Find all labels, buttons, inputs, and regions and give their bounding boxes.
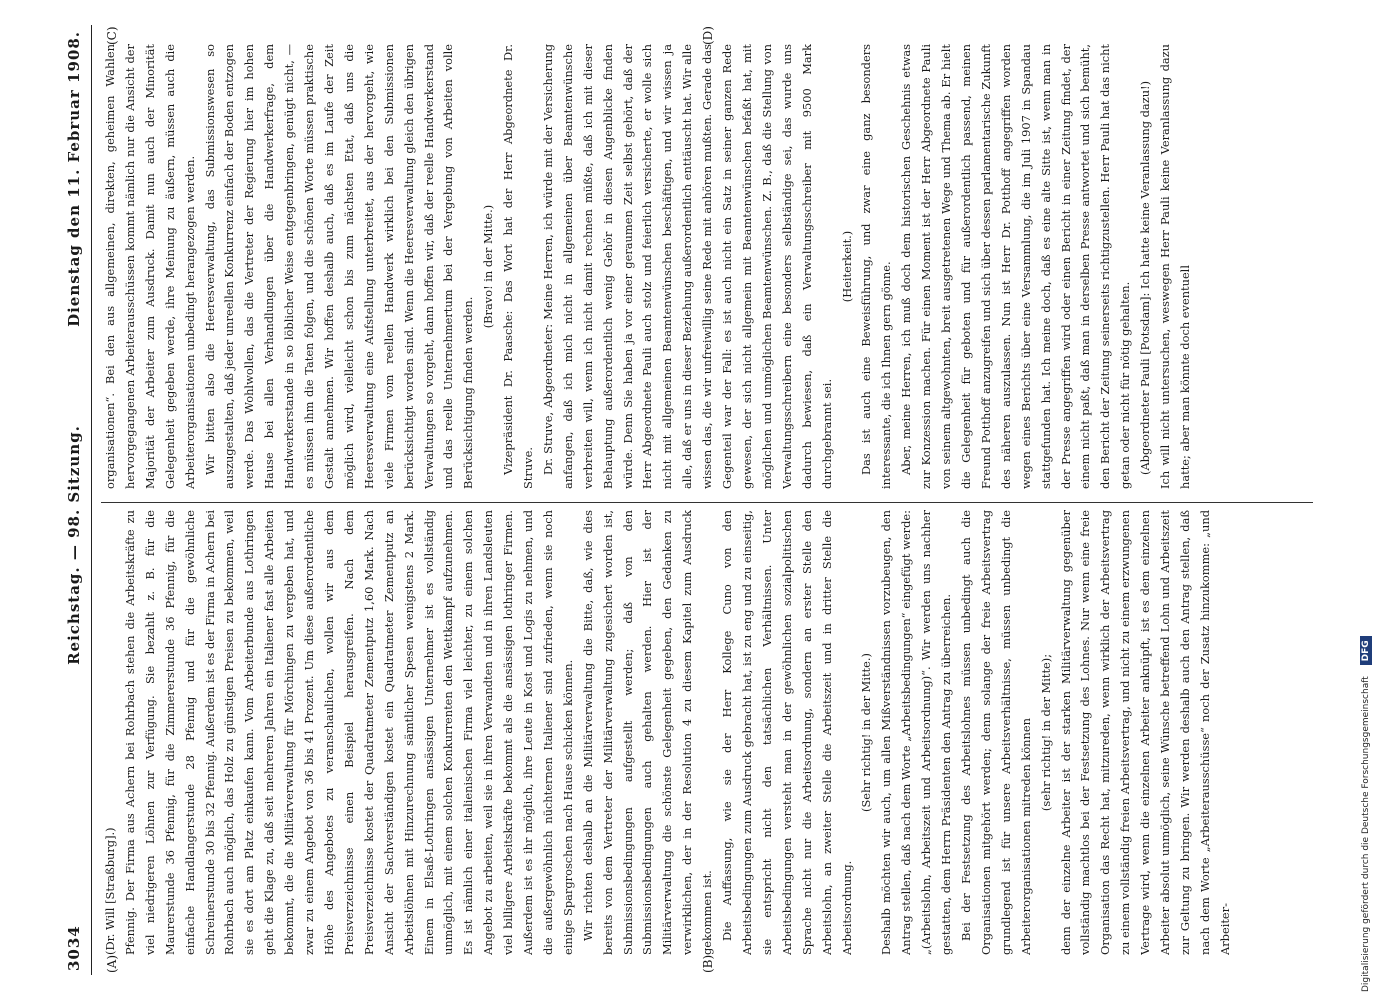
margin-marker-c: (C) <box>105 26 119 45</box>
paragraph: Aber, meine Herren, ich muß doch dem historischen Geschehnis etwas zur Konzession machen. Für einen Moment ist der Herr Abgeordnete Pauli von seinem altgewohnten, breit ausgetretenen Wege und Thema ab. Er hielt die Gelegenheit für geboten und für außerordentlich passend, meinen Freund Potthoff anzugreifen und sich über dessen parlamentarische Zukunft des näheren auszulassen. Nun ist Herr Dr. Potthoff angegriffen worden wegen eines Berichts über eine Versammlung, die im Juli 1907 in Spandau stattgefunden hat. Ich meine doch, daß es eine alte Sitte ist, wenn man in der Presse angegriffen wird oder einen Bericht in einer Zeitung findet, der einem nicht paßt, daß man in derselben Presse antwortet und sich bemüht, den Bericht der Zeitung seinerseits richtigzustellen. Herr Pauli hat das nicht getan oder nicht für nötig gehalten. <box>899 44 1133 489</box>
margin-marker-a: (A) <box>105 954 119 973</box>
credit-text: Digitalisierung gefördert durch die Deutsche Forschungsgemeinschaft <box>1361 676 1371 992</box>
paragraph: Dr. Struve, Abgeordneter: Meine Herren, ich würde mit der Versicherung anfangen, daß ich mich nicht in allgemeinen über Beamtenwünsche verbreiten will, wenn ich nicht damit rechnen müßte, daß ich mit dieser Behauptung außerordentlich wenig Gehör in diesen Augenblicke finden würde. Denn Sie haben ja vor einer geraumen Zeit selbst gehört, daß der Herr Abgeordnete Pauli auch stolz und feierlich versicherte, er wolle sich nicht mit allgemeinen Beamtenwünschen beschäftigen, und wir wissen ja alle, daß er uns in dieser Beziehung außerordentlich enttäuscht hat. Wir alle wissen das, die wir unfreiwillig seine Rede mit anhören mußten. Gerade das Gegenteil war der Fall: es ist auch nicht ein Satz in seiner ganzen Rede gewesen, der sich nicht allgemein mit Beamtenwünschen befaßt hat, mit möglichen und unmöglichen Beamtenwünschen. Z. B., daß die Stellung von Verwaltungsschreibern eine besonders selbständige sei, das wurde uns dadurch bewiesen, daß ein Verwaltungsschreiber mit 9500 Mark durchgebrannt sei. <box>540 44 834 489</box>
column-divider <box>101 502 1313 503</box>
interjection: (Bravo! in der Mitte.) <box>481 204 496 329</box>
paragraph: Bei der Festsetzung des Arbeitslohnes müssen unbedingt auch die Organisationen mitgehört werden; denn solange der freie Arbeitsvertrag grundlegend ist für unsere Arbeitsverhältnisse, müssen unbedingt die Arbeiterorganisationen mitreden können <box>958 510 1033 955</box>
dfg-logo: DFG <box>1360 636 1372 665</box>
rotated-newspaper-sheet <box>61 25 1321 975</box>
margin-marker-d: (D) <box>701 26 715 45</box>
paragraph: organisationen“. Bei den aus allgemeinen, direkten, geheimen Wahlen hervorgegangenen Arbeiterausschüssen kommt nämlich nur die Ansicht der Majorität der Arbeiter zum Ausdruck. Damit nun auch der Minorität Gelegenheit gegeben werde, ihre Meinung zu äußern, müssen auch die Arbeiterorganisationen unbedingt herangezogen werden. <box>103 44 197 489</box>
paragraph: Die Auffassung, wie sie der Herr Kollege Cuno von den Arbeitsbedingungen zum Ausdruck gebracht hat, ist zu eng und zu einseitig, sie entspricht nicht den tatsächlichen Verhältnissen. Unter Arbeitsbedingungen versteht man in der gewöhnlichen sozialpolitischen Sprache nicht nur die Arbeitsordnung, sondern an erster Stelle den Arbeitslohn, an zweiter Stelle die Arbeitszeit und in dritter Stelle die Arbeitsordnung. <box>720 510 854 955</box>
paragraph: denn der einzelne Arbeiter ist der starken Militärverwaltung gegenüber vollständig machtlos bei der Festsetzung des Lohnes. Nur wenn eine freie Organisation das Recht hat, mitzureden, wenn wirklich der Arbeitsvertrag zu einem vollständig freien Arbeitsvertrag, und nicht zu einem erzwungenen Vertrage wird, wenn die einzelnen Arbeiter anknüpft, ist es dem einzelnen Arbeiter absolut unmöglich, seine Wünsche betreffend Lohn und Arbeitszeit zur Geltung zu bringen. Wir werden deshalb auch den Antrag stellen, daß nach dem Worte „Arbeiterausschüsse“ noch der Zusatz hinzukomme: „und Arbeiter- <box>1058 510 1232 955</box>
paragraph: Wir richten deshalb an die Militärverwaltung die Bitte, daß, wie dies bereits von dem Vertreter der Militärverwaltung zugesichert worden ist, Submissionsbedingungen aufgestellt werden; daß von den Submissionsbedingungen auch gehalten werden. Hier ist der Militärverwaltung die schönste Gelegenheit gegeben, den Gedanken zu verwirklichen, der in der Resolution 4 zu diesem Kapitel zum Ausdruck gekommen ist. <box>580 510 715 955</box>
paragraph: Deshalb möchten wir auch, um allen Mißverständnissen vorzubeugen, den Antrag stellen, daß nach dem Worte „Arbeitsbedingungen“ eingefügt werde: „(Arbeitslohn, Arbeitszeit und Arbeitsordnung)“. Wir werden uns nachher gestatten, dem Herrn Präsidenten den Antrag zu überreichen. <box>879 510 954 955</box>
right-text-column <box>101 44 1313 489</box>
paragraph: Ich will nicht untersuchen, weswegen Herr Pauli keine Veranlassung dazu hatte; aber man könnte doch eventuell <box>1158 44 1192 489</box>
interjection: (Abgeordneter Pauli [Potsdam]: Ich hatte keine Veranlassung dazu!) <box>1138 80 1153 475</box>
digitization-credit <box>1360 2 1376 992</box>
paragraph: Das ist auch eine Beweisführung, und zwar eine ganz besonders interessante, die ich Ihnen gern gönne. <box>859 44 894 489</box>
page-number: 3034 <box>65 925 83 971</box>
header-rule <box>91 25 92 975</box>
paragraph: Wir bitten also die Heeresverwaltung, das Submissionswesen so auszugestalten, daß jeder unreellen Konkurrenz einfach der Boden entzogen werde. Das Wohlwollen, das die Vertreter der Regierung hier im hohen Hause bei allen Verhandlungen über die Handwerkerfrage, dem Handwerkerstande in so löblicher Weise entgegenbringen, genügt nicht, — es müssen ihm die Taten folgen, und die schönen Worte müssen praktische Gestalt annehmen. Wir hoffen deshalb auch, daß es im Laufe der Zeit möglich wird, vielleicht schon bis zum nächsten Etat, daß uns die Heeresverwaltung eine Aufstellung unterbreitet, aus der hervorgeht, wie viele Firmen vom reellen Handwerk wirklich bei den Submissionen berücksichtigt worden sind. Wenn die Heeresverwaltung gleich den übrigen Verwaltungen so vorgeht, dann hoffen wir, daß der reelle Handwerkerstand und das reelle Unternehmertum bei der Vergebung von Arbeiten volle Berücksichtigung finden werden. <box>202 44 476 489</box>
session-date: Dienstag den 11. Februar 1908. <box>65 31 83 327</box>
speaker-ref: (Dr. Will [Straßburg].) <box>103 827 117 955</box>
paragraph: Vizepräsident Dr. Paasche: Das Wort hat der Herr Abgeordnete Dr. Struve. <box>501 44 536 489</box>
page-header <box>61 25 99 975</box>
session-title: Reichstag. — 98. Sitzung. <box>65 425 83 665</box>
left-text-column <box>101 510 1313 955</box>
interjection: (Sehr richtig! in der Mitte.) <box>859 653 874 812</box>
margin-marker-b: (B) <box>701 954 715 973</box>
interjection: (sehr richtig! in der Mitte); <box>1038 653 1053 812</box>
interjection: (Heiterkeit.) <box>839 230 854 303</box>
paragraph: Pfennig. Der Firma aus Achern bei Rohrbach stehen die Arbeitskräfte zu viel niedrigeren Löhnen zur Verfügung. Sie bezahlt z. B. für die Maurerstunde 36 Pfennig, für die Zimmererstunde 36 Pfennig, für die einfache Handlangerstunde 28 Pfennig und für die gewöhnliche Schreinerstunde 30 bis 32 Pfennig. Außerdem ist es der Firma in Achern bei Rohrbach auch möglich, das Holz zu günstigen Preisen zu bekommen, weil sie es dort am Platz einkaufen kann. Vom Arbeiterbunde aus Lothringen geht die Klage zu, daß seit mehreren Jahren ein Italiener fast alle Arbeiten bekommt, die die Militärverwaltung für Mörchingen zu vergeben hat, und zwar zu einem Angebot von 36 bis 41 Prozent. Um diese außerordentliche Höhe des Angebotes zu veranschaulichen, wollen wir aus dem Preisverzeichnisse einen Beispiel herausgreifen. Nach dem Preisverzeichnisse kostet der Quadratmeter Zementputz 1,60 Mark. Nach Ansicht der Sachverständigen kostet ein Quadratmeter Zementputz an Arbeitslöhnen mit Hinzurechnung sämtlicher Spesen wenigstens 2 Mark. Einem in Elsaß-Lothringen ansässigen Unternehmer ist es vollständig unmöglich, mit einem solchen Konkurrenten den Wettkampf aufzunehmen. Es ist nämlich einer italienischen Firma viel leichter, zu einem solchen Angebot zu arbeiten, weil sie in ihren Verwandten und in ihren Landsleuten viel billigere Arbeitskräfte bekommt als die ansässigen lothringer Firmen. Außerdem ist es ihr möglich, ihre Leute in Kost und Logis zu nehmen, und die außergewöhnlich nüchternen Italiener sind zufrieden, wenn sie noch einige Spargroschen nach Hause schicken können. <box>122 510 575 955</box>
